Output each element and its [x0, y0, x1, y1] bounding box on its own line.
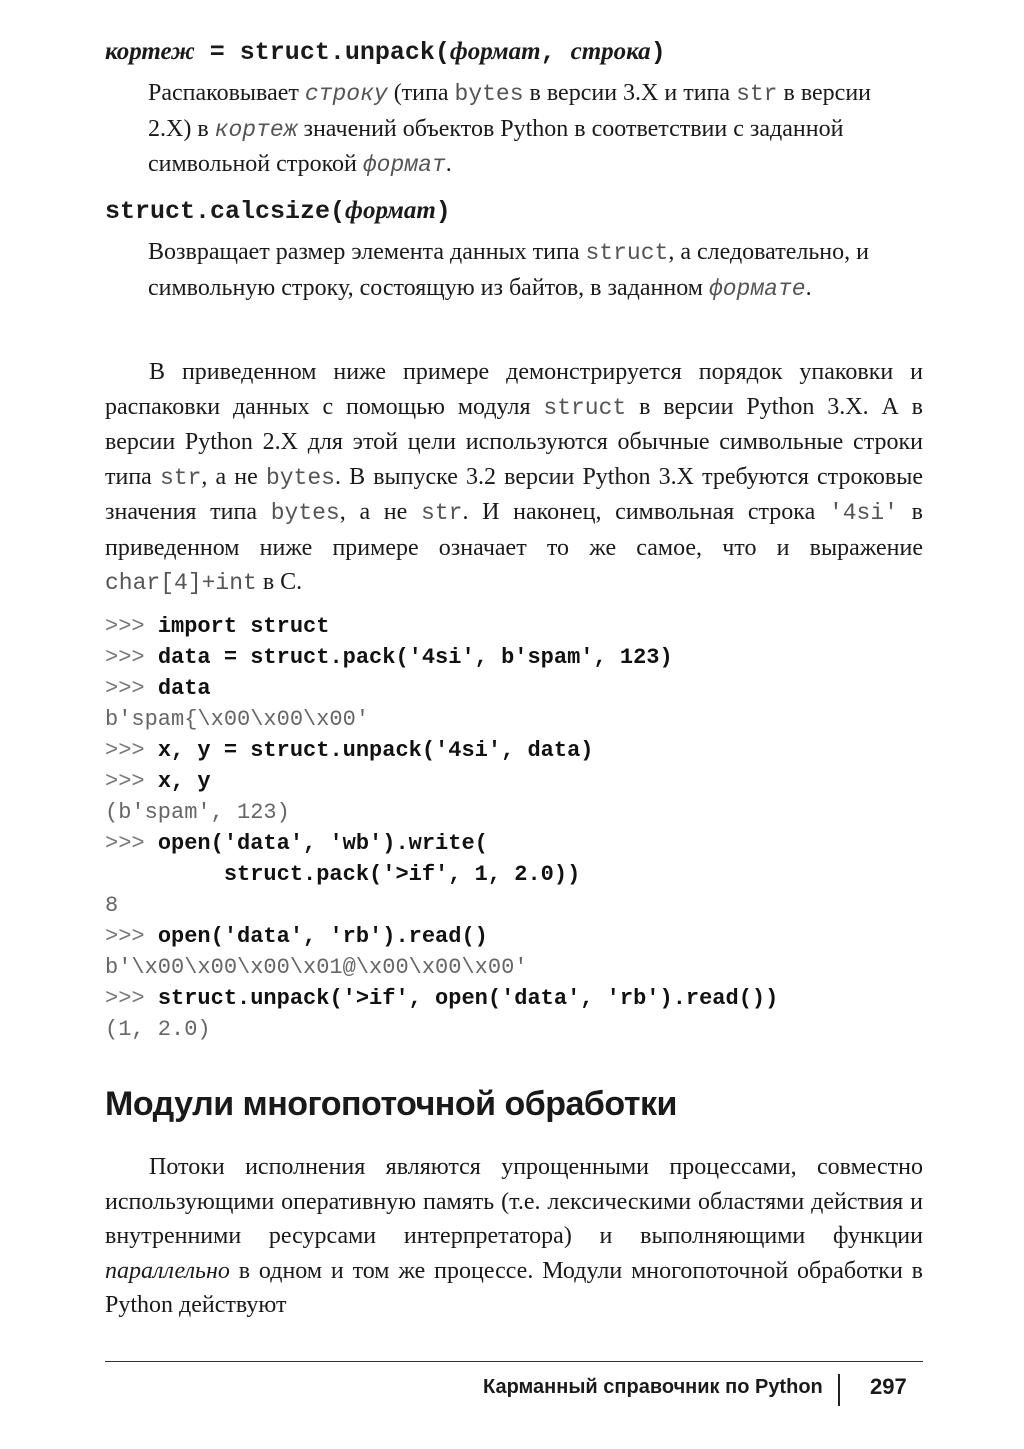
heading-sep: , [540, 38, 571, 67]
definition-body-unpack: Распаковывает строку (типа bytes в версии 3.X и типа str в версии 2.X) в кортеж значений объектов Python в соответствии с заданной символьной строкой формат. [148, 80, 871, 178]
section-heading: Модули многопоточной обработки [105, 1085, 677, 1123]
page-number: 297 [870, 1374, 907, 1399]
heading-result-var: кортеж [105, 38, 195, 65]
code-line: >>> x, y = struct.unpack('4si', data) [105, 738, 594, 763]
definition-body-calcsize: Возвращает размер элемента данных типа struct, а следовательно, и символьную строку, состоящую из байтов, в заданном формате. [148, 239, 869, 302]
definition-heading-calcsize: struct.calcsize(формат) [105, 197, 451, 226]
heading-arg-format: формат [449, 38, 541, 65]
code-output: b'spam{\x00\x00\x00' [105, 707, 370, 732]
code-output: (1, 2.0) [105, 1017, 211, 1042]
code-line: >>> x, y [105, 769, 211, 794]
heading-arg-string: строка [570, 38, 651, 65]
footer-rule [105, 1361, 923, 1362]
footer-book-title: Карманный справочник по Python [483, 1376, 823, 1398]
heading-call: = struct.unpack( [194, 38, 450, 67]
body-paragraph-threads: Потоки исполнения являются упрощенными процессами, совместно использующими оперативную память (т.е. лексическими областями действия и внутренними ресурсами интерпретатора) и выполняющими функции параллельно в одном и том же процессе. Модули многопоточной обработки в Python действуют [105, 1154, 923, 1318]
code-output: b'\x00\x00\x00\x01@\x00\x00\x00' [105, 955, 528, 980]
code-line: >>> open('data', 'rb').read() [105, 924, 488, 949]
code-line: >>> data = struct.pack('4si', b'spam', 123) [105, 645, 673, 670]
definition-heading-unpack [105, 38, 666, 67]
code-output: (b'spam', 123) [105, 800, 290, 825]
code-line: >>> data [105, 676, 211, 701]
code-line: >>> import struct [105, 614, 330, 639]
heading-close: ) [650, 38, 666, 67]
code-continuation: struct.pack('>if', 1, 2.0)) [105, 862, 581, 887]
body-paragraph-struct: В приведенном ниже примере демонстрируется порядок упаковки и распаковки данных с помощью модуля struct в версии Python 3.X. А в версии Python 2.X для этой цели используются обычные символьные строки типа str, а не bytes. В выпуске 3.2 версии Python 3.X требуются строковые значения типа bytes, а не str. И наконец, символьная строка '4si' в приведенном ниже примере означает то же самое, что и выражение char[4]+int в C. [105, 359, 924, 596]
code-output: 8 [105, 893, 119, 918]
code-line: >>> struct.unpack('>if', open('data', 'rb').read()) [105, 986, 779, 1011]
code-line: >>> open('data', 'wb').write( [105, 831, 488, 856]
footer-divider [838, 1374, 840, 1406]
code-listing [105, 611, 778, 1045]
